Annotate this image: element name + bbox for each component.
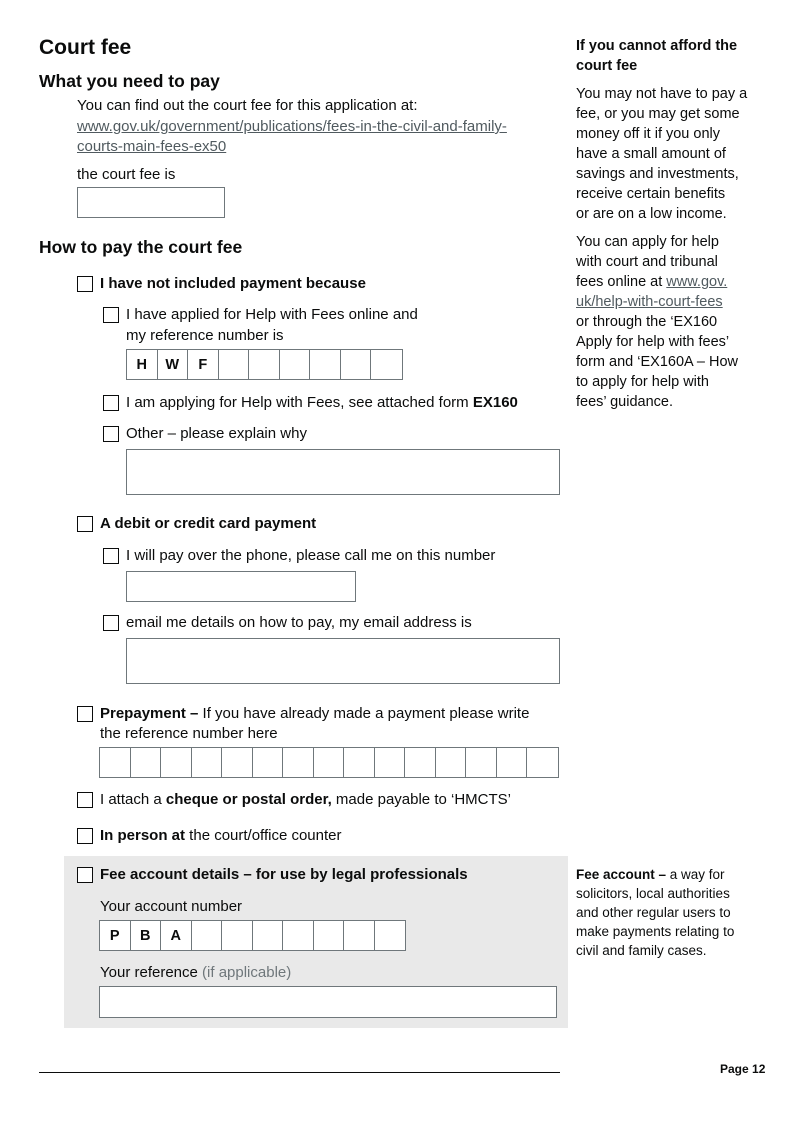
account-number-input[interactable]	[99, 920, 406, 951]
fee-account-checkbox[interactable]	[77, 867, 93, 883]
hwf-online-label-2: my reference number is	[126, 327, 284, 344]
prepayment-label-2: the reference number here	[100, 725, 278, 742]
card-payment-label: A debit or credit card payment	[100, 515, 317, 532]
pba-prefix-p: P	[100, 921, 131, 950]
fees-link-line1[interactable]: www.gov.uk/government/publications/fees-in-the-civil-and-family-	[77, 118, 507, 135]
prepay-cell[interactable]	[161, 748, 192, 777]
sidebar-p2-line: to apply for help with	[576, 374, 709, 390]
page-title: Court fee	[39, 36, 132, 59]
prepayment-label	[100, 704, 529, 724]
how-to-pay-heading: How to pay the court fee	[39, 237, 243, 257]
help-with-fees-link-1[interactable]: www.gov.	[666, 274, 728, 290]
hwf-applying-text: I am applying for Help with Fees, see attached form	[126, 394, 473, 411]
reference-label	[100, 963, 291, 983]
reference-hint: (if applicable)	[197, 964, 292, 981]
sidebar-p2	[576, 232, 738, 412]
reference-label-text: Your reference	[100, 964, 198, 981]
in-person-checkbox[interactable]	[77, 828, 93, 844]
hwf-cell[interactable]	[219, 350, 250, 379]
prepay-cell[interactable]	[100, 748, 131, 777]
prepay-cell[interactable]	[253, 748, 284, 777]
prepay-cell[interactable]	[405, 748, 436, 777]
sidebar-heading: If you cannot afford the court fee	[576, 38, 738, 74]
prepay-cell[interactable]	[283, 748, 314, 777]
pba-cell[interactable]	[344, 921, 375, 950]
pba-cell[interactable]	[192, 921, 223, 950]
sidebar-p1	[576, 84, 747, 224]
prepay-cell[interactable]	[131, 748, 162, 777]
court-fee-input[interactable]	[77, 187, 225, 218]
hwf-cell[interactable]	[341, 350, 372, 379]
phone-checkbox[interactable]	[103, 548, 119, 564]
in-person-bold: In person at	[100, 827, 186, 844]
prepay-cell[interactable]	[344, 748, 375, 777]
fee-account-note-line: and other regular users to	[576, 905, 731, 920]
pay-intro: You can find out the court fee for this application at:	[77, 97, 418, 114]
pba-cell[interactable]	[283, 921, 314, 950]
fee-account-note-first: a way for	[666, 867, 725, 882]
hwf-cell[interactable]	[310, 350, 341, 379]
sidebar-p2-line: You can apply for help	[576, 234, 719, 250]
hwf-prefix-f: F	[188, 350, 219, 379]
fee-account-note-line: solicitors, local authorities	[576, 886, 730, 901]
fees-link-line2[interactable]: courts-main-fees-ex50	[77, 138, 227, 155]
phone-number-input[interactable]	[126, 571, 356, 602]
reference-input[interactable]	[99, 986, 557, 1018]
other-explain-input[interactable]	[126, 449, 560, 495]
in-person-label	[100, 826, 342, 846]
not-included-checkbox[interactable]	[77, 276, 93, 292]
cheque-pre: I attach a	[100, 791, 166, 808]
email-label: email me details on how to pay, my email address is	[126, 614, 472, 631]
email-checkbox[interactable]	[103, 615, 119, 631]
sidebar-p1-line: savings and investments,	[576, 166, 739, 182]
prepay-cell[interactable]	[314, 748, 345, 777]
sidebar-p2-pre: fees online at	[576, 274, 667, 290]
sidebar-p1-line: You may not have to pay a	[576, 86, 748, 102]
not-included-label: I have not included payment because	[100, 275, 366, 292]
footer-rule	[39, 1072, 560, 1073]
what-to-pay-heading: What you need to pay	[39, 71, 220, 91]
other-checkbox[interactable]	[103, 426, 119, 442]
in-person-text: the court/office counter	[185, 827, 342, 844]
sidebar-p2-line: form and ‘EX160A – How	[576, 354, 739, 370]
fee-account-heading: Fee account details – for use by legal professionals	[100, 866, 468, 883]
cheque-post: made payable to ‘HMCTS’	[331, 791, 511, 808]
prepay-cell[interactable]	[375, 748, 406, 777]
help-with-fees-link-2[interactable]: uk/help-with-court-fees	[576, 294, 723, 310]
hwf-cell[interactable]	[249, 350, 280, 379]
pba-prefix-b: B	[131, 921, 162, 950]
cheque-label	[100, 790, 511, 810]
sidebar-p1-line: or are on a low income.	[576, 206, 727, 222]
fee-account-note-line: civil and family cases.	[576, 943, 707, 958]
pba-cell[interactable]	[253, 921, 284, 950]
prepayment-reference-input[interactable]	[99, 747, 559, 778]
sidebar-p2-line	[576, 272, 738, 292]
prepay-cell[interactable]	[466, 748, 497, 777]
sidebar-p1-line: receive certain benefits	[576, 186, 726, 202]
sidebar-p1-line: money off it if you only	[576, 126, 721, 142]
sidebar-p2-line: or through the ‘EX160	[576, 314, 718, 330]
fee-account-note-line: make payments relating to	[576, 924, 735, 939]
court-fee-label: the court fee is	[77, 166, 176, 183]
fee-account-note	[576, 865, 734, 960]
account-number-label: Your account number	[100, 898, 243, 915]
hwf-applying-label	[126, 393, 518, 413]
prepay-cell[interactable]	[497, 748, 528, 777]
pba-cell[interactable]	[222, 921, 253, 950]
prepay-cell[interactable]	[436, 748, 467, 777]
sidebar-p1-line: have a small amount of	[576, 146, 726, 162]
prepayment-text: If you have already made a payment please write	[198, 705, 530, 722]
hwf-applying-checkbox[interactable]	[103, 395, 119, 411]
cheque-checkbox[interactable]	[77, 792, 93, 808]
page-number: Page 12	[720, 1062, 766, 1076]
hwf-online-label-1: I have applied for Help with Fees online and	[126, 306, 418, 323]
sidebar-p2-line: with court and tribunal	[576, 254, 718, 270]
card-payment-checkbox[interactable]	[77, 516, 93, 532]
hwf-online-checkbox[interactable]	[103, 307, 119, 323]
prepay-cell[interactable]	[527, 748, 558, 777]
sidebar-p1-line: fee, or you may get some	[576, 106, 740, 122]
sidebar-p2-line: Apply for help with fees’	[576, 334, 730, 350]
fee-account-note-line	[576, 865, 734, 884]
other-label: Other – please explain why	[126, 425, 307, 442]
sidebar-p2-line: fees’ guidance.	[576, 394, 674, 410]
email-address-input[interactable]	[126, 638, 560, 684]
prepay-cell[interactable]	[192, 748, 223, 777]
ex160-form-ref: EX160	[472, 394, 518, 411]
hwf-cell[interactable]	[280, 350, 311, 379]
hwf-prefix-h: H	[127, 350, 158, 379]
pba-cell[interactable]	[375, 921, 406, 950]
cheque-bold: cheque or postal order,	[165, 791, 332, 808]
prepayment-bold: Prepayment –	[100, 705, 199, 722]
prepay-cell[interactable]	[222, 748, 253, 777]
fee-account-note-bold: Fee account –	[576, 867, 667, 882]
phone-label: I will pay over the phone, please call me on this number	[126, 547, 496, 564]
pba-prefix-a: A	[161, 921, 192, 950]
hwf-reference-input[interactable]	[126, 349, 403, 380]
prepayment-checkbox[interactable]	[77, 706, 93, 722]
pba-cell[interactable]	[314, 921, 345, 950]
hwf-cell[interactable]	[371, 350, 402, 379]
hwf-prefix-w: W	[158, 350, 189, 379]
